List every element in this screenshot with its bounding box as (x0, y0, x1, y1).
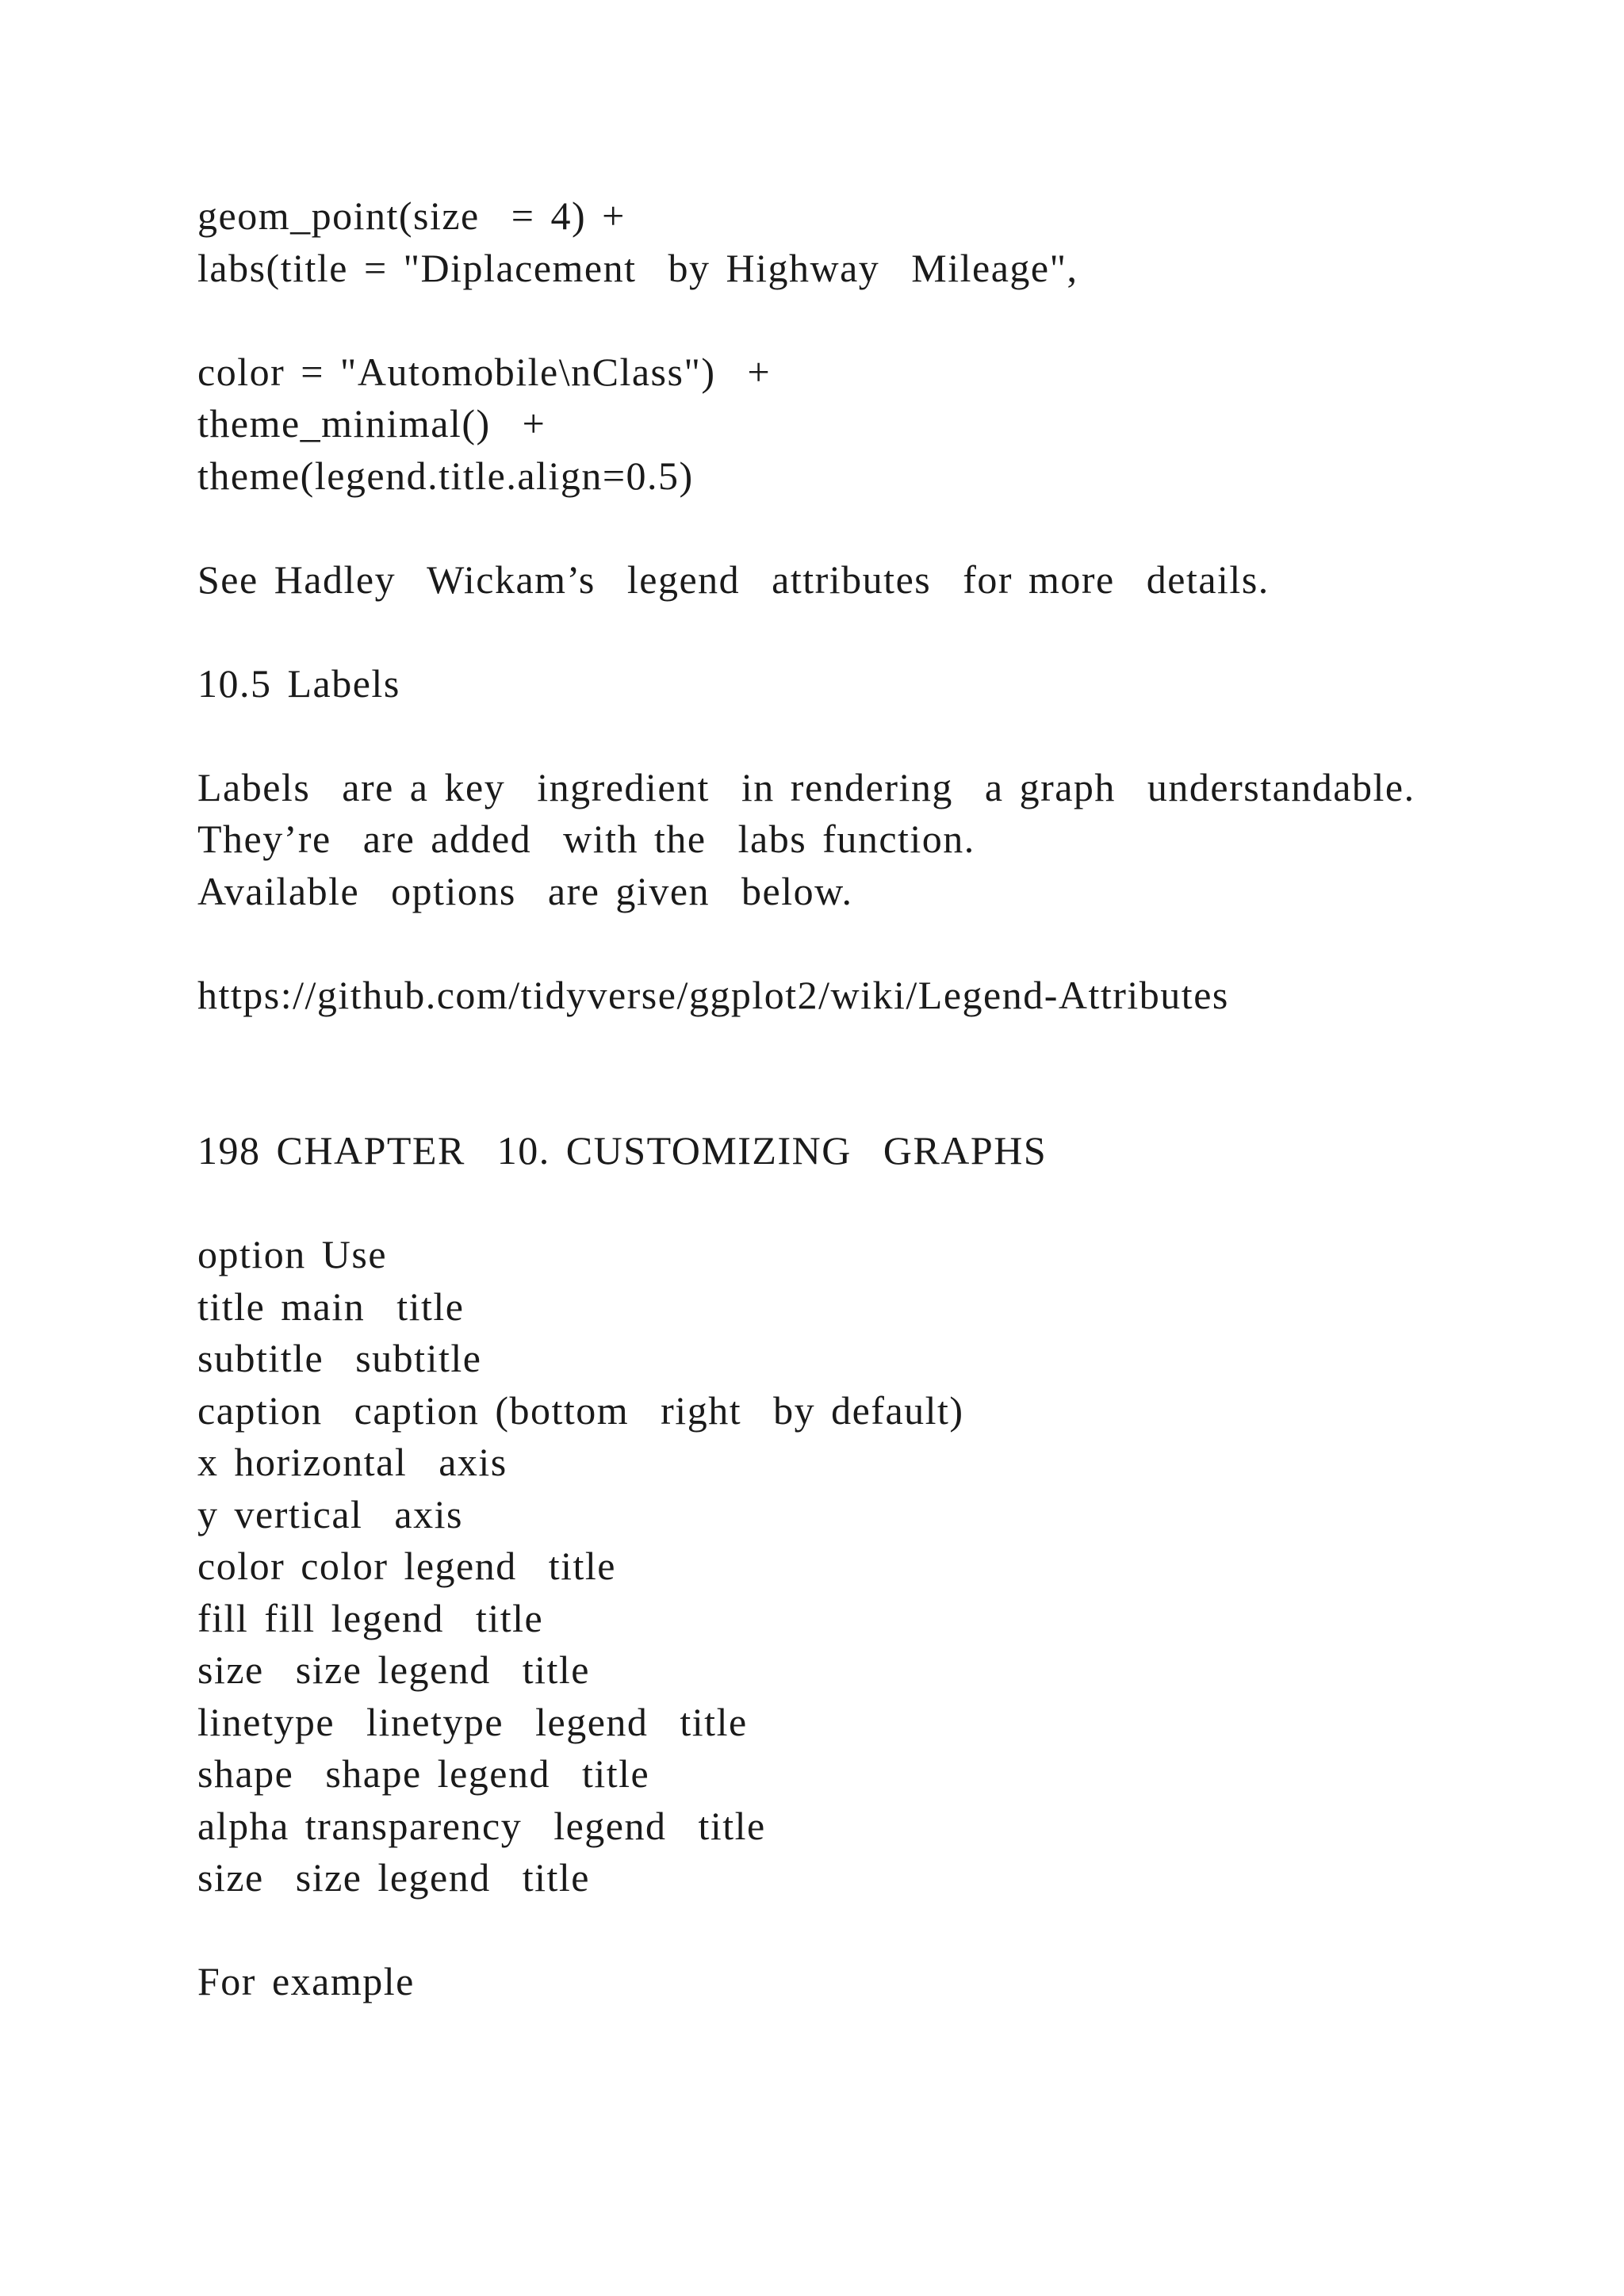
options-table-row: size size legend title (197, 1647, 591, 1692)
options-table-row: subtitle subtitle (197, 1336, 482, 1380)
blank-line (197, 917, 1585, 970)
code-line: color = "Automobile\nClass") + (197, 349, 772, 394)
paragraph-line: They’re are added with the labs function. (197, 817, 975, 861)
options-table-row: color color legend title (197, 1544, 617, 1588)
code-line: labs(title = "Diplacement by Highway Mileage", (197, 245, 1078, 290)
code-line: theme(legend.title.align=0.5) (197, 453, 694, 498)
options-table-row: y vertical axis (197, 1491, 463, 1536)
section-heading: 10.5 Labels (197, 660, 400, 706)
options-table-row: linetype linetype legend title (197, 1699, 748, 1744)
options-table-row: size size legend title (197, 1855, 591, 1900)
blank-line (197, 1177, 1585, 1230)
closing-text: For example (197, 1959, 415, 2003)
blank-line (197, 710, 1585, 762)
code-line: theme_minimal() + (197, 401, 546, 446)
footnote-url: https://github.com/tidyverse/ggplot2/wiki/Legend-Attributes (197, 972, 1229, 1017)
options-table-row: alpha transparency legend title (197, 1803, 766, 1848)
blank-line (197, 1021, 1585, 1125)
options-table-header: option Use (197, 1232, 388, 1276)
options-table-row: shape shape legend title (197, 1751, 650, 1796)
page-header: 198 CHAPTER 10. CUSTOMIZING GRAPHS (197, 1128, 1048, 1173)
options-table-row: title main title (197, 1284, 465, 1329)
page-text (197, 190, 1585, 2008)
see-also-text: See Hadley Wickam’s legend attributes for more details. (197, 557, 1270, 602)
options-table-row: caption caption (bottom right by default) (197, 1387, 964, 1433)
blank-line (197, 606, 1585, 658)
code-line: geom_point(size = 4) + (197, 193, 626, 238)
blank-line (197, 1904, 1585, 1957)
paragraph-line: Available options are given below. (197, 868, 853, 913)
blank-line (197, 502, 1585, 554)
blank-line (197, 294, 1585, 346)
options-table-row: fill fill legend title (197, 1595, 544, 1640)
paragraph-line: Labels are a key ingredient in rendering a graph understandable. (197, 764, 1415, 809)
options-table-row: x horizontal axis (197, 1440, 508, 1484)
